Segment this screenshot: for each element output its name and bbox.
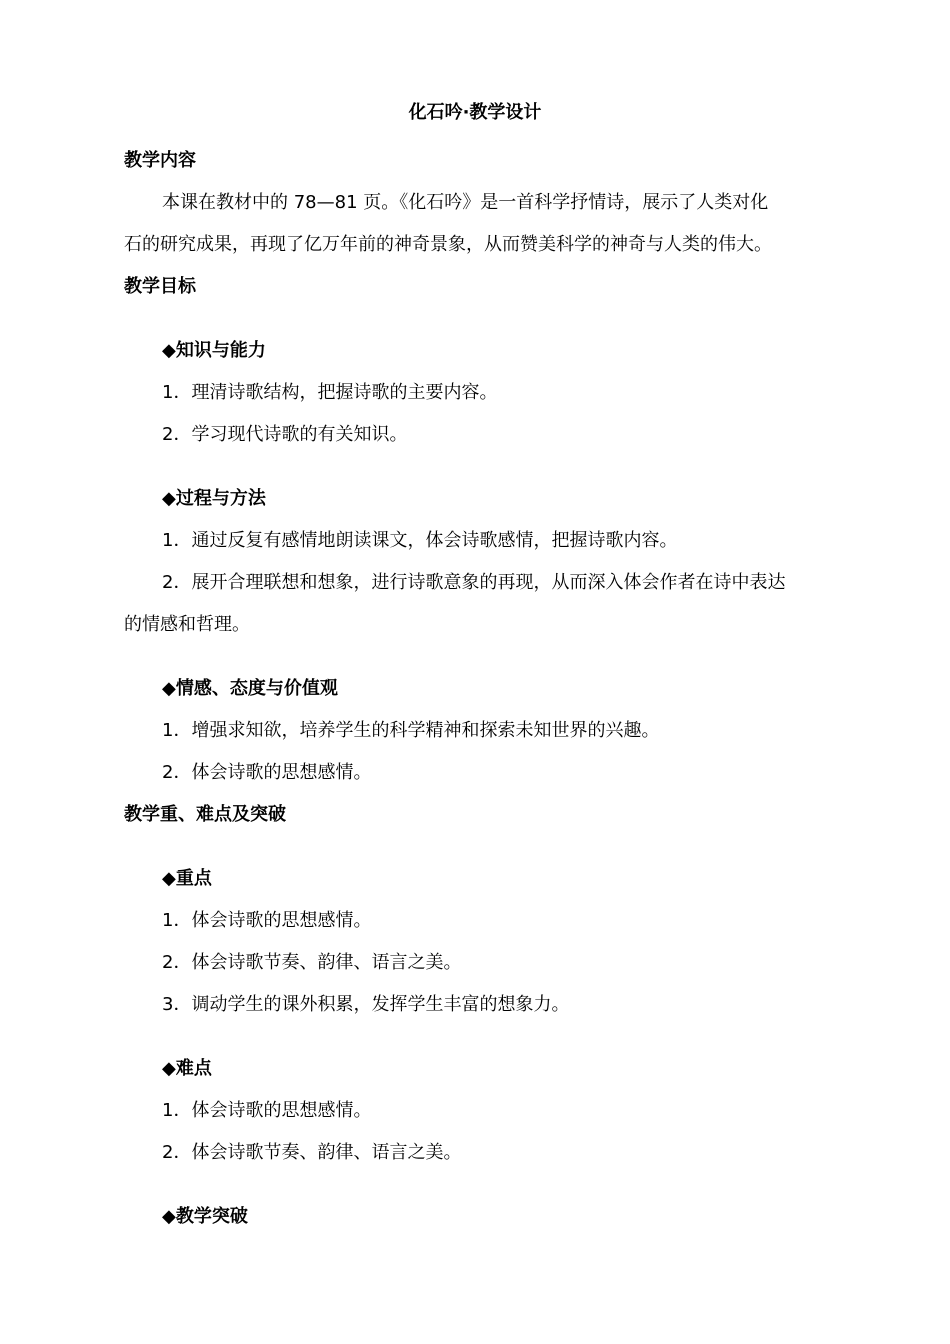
list-item: 1．增强求知欲，培养学生的科学精神和探索未知世界的兴趣。 xyxy=(162,720,660,741)
heading-key-points: 教学重、难点及突破 xyxy=(124,804,286,825)
list-item: 2．学习现代诗歌的有关知识。 xyxy=(162,424,408,445)
list-item: 2．展开合理联想和想象，进行诗歌意象的再现，从而深入体会作者在诗中表达 xyxy=(162,572,786,593)
list-item-continuation: 的情感和哲理。 xyxy=(124,614,250,635)
list-item: 1．体会诗歌的思想感情。 xyxy=(162,1100,372,1121)
list-item: 3．调动学生的课外积累，发挥学生丰富的想象力。 xyxy=(162,994,570,1015)
content-paragraph-line-1: 本课在教材中的 78—81 页。《化石吟》是一首科学抒情诗，展示了人类对化 xyxy=(162,192,769,213)
list-item: 2．体会诗歌节奏、韵律、语言之美。 xyxy=(162,952,462,973)
content-paragraph-line-2: 石的研究成果，再现了亿万年前的神奇景象，从而赞美科学的神奇与人类的伟大。 xyxy=(124,234,772,255)
subheading-focus: ◆重点 xyxy=(162,868,212,889)
document-title: 化石吟·教学设计 xyxy=(408,102,542,123)
subheading-knowledge: ◆知识与能力 xyxy=(162,340,266,361)
list-item: 2．体会诗歌节奏、韵律、语言之美。 xyxy=(162,1142,462,1163)
list-item: 2．体会诗歌的思想感情。 xyxy=(162,762,372,783)
subheading-process: ◆过程与方法 xyxy=(162,488,266,509)
list-item: 1．通过反复有感情地朗读课文，体会诗歌感情，把握诗歌内容。 xyxy=(162,530,678,551)
subheading-breakthrough: ◆教学突破 xyxy=(162,1206,248,1227)
heading-content: 教学内容 xyxy=(124,150,196,171)
subheading-difficulty: ◆难点 xyxy=(162,1058,212,1079)
subheading-emotion: ◆情感、态度与价值观 xyxy=(162,678,338,699)
list-item: 1．理清诗歌结构，把握诗歌的主要内容。 xyxy=(162,382,498,403)
list-item: 1．体会诗歌的思想感情。 xyxy=(162,910,372,931)
heading-goals: 教学目标 xyxy=(124,276,196,297)
